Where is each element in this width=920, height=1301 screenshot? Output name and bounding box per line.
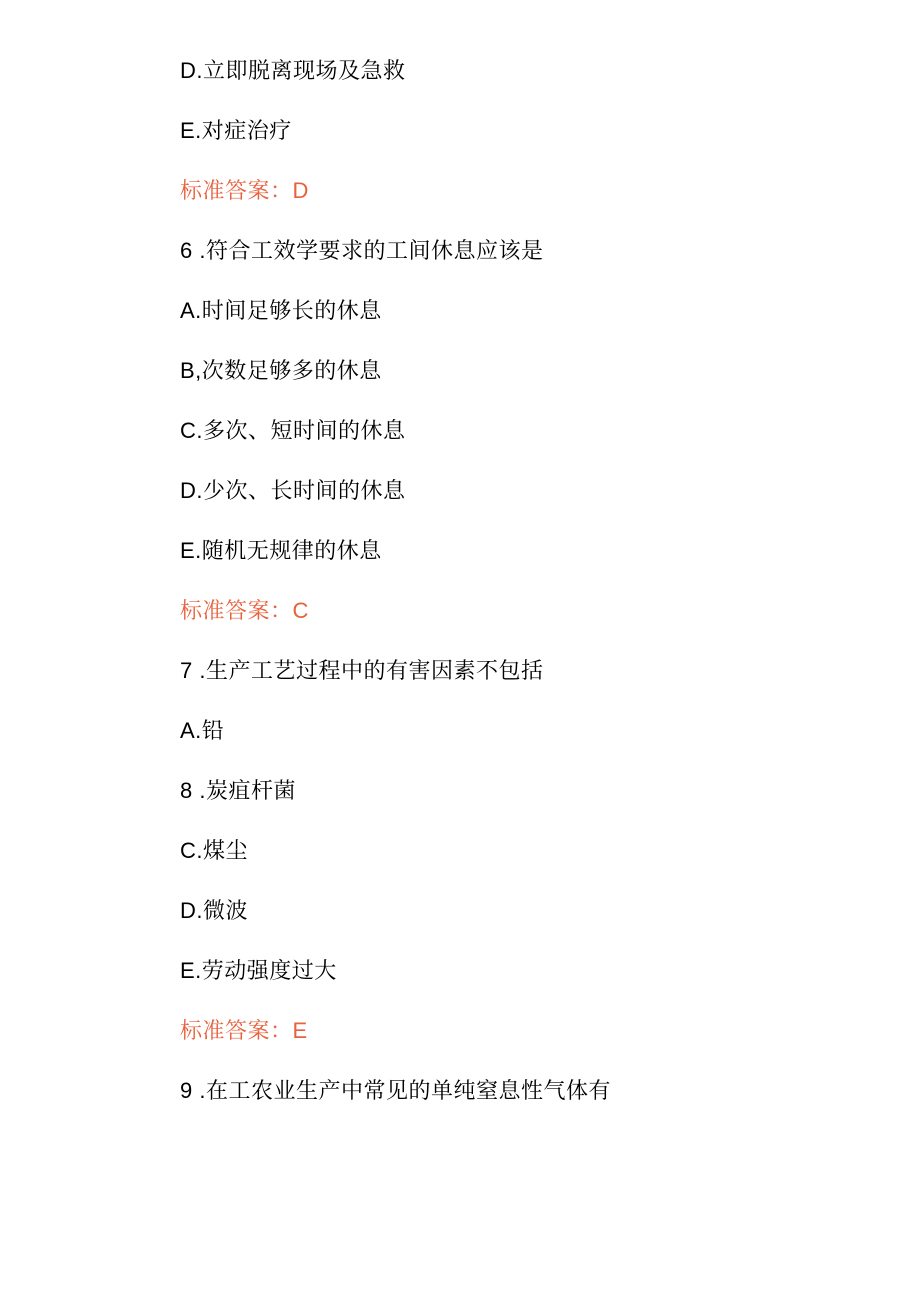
standard-answer: 标准答案：C: [180, 598, 309, 623]
answer-option: C.煤尘: [180, 838, 249, 863]
question-stem: 6 .符合工效学要求的工间休息应该是: [180, 238, 544, 263]
answer-option: D.立即脱离现场及急救: [180, 58, 406, 83]
answer-option: E.劳动强度过大: [180, 958, 337, 983]
answer-option: A.铅: [180, 718, 225, 743]
answer-option: D.微波: [180, 898, 249, 923]
answer-option: E.随机无规律的休息: [180, 538, 382, 563]
answer-option: E.对症治疗: [180, 118, 292, 143]
answer-option: D.少次、长时间的休息: [180, 478, 406, 503]
standard-answer: 标准答案：D: [180, 178, 309, 203]
standard-answer: 标准答案：E: [180, 1018, 308, 1043]
answer-option: C.多次、短时间的休息: [180, 418, 406, 443]
question-stem: 7 .生产工艺过程中的有害因素不包括: [180, 658, 544, 683]
answer-option: A.时间足够长的休息: [180, 298, 382, 323]
answer-option: B,次数足够多的休息: [180, 358, 382, 383]
question-stem: 9 .在工农业生产中常见的单纯窒息性气体有: [180, 1078, 611, 1103]
answer-option: 8 .炭疽杆菌: [180, 778, 296, 803]
